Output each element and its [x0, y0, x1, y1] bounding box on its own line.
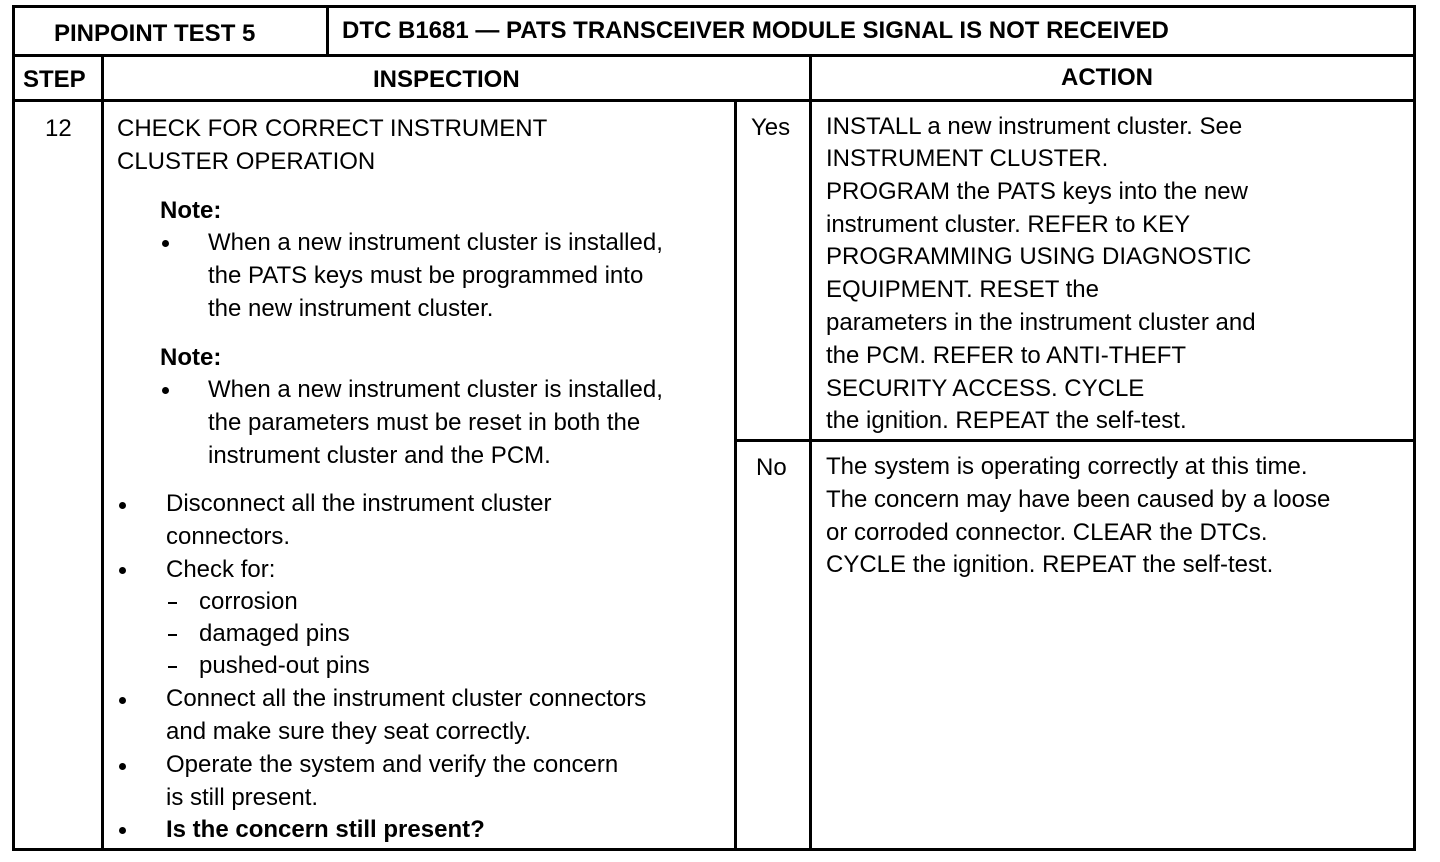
divider-columns	[12, 99, 1416, 102]
no-action-line2: The concern may have been caused by a loose	[826, 486, 1331, 513]
divider-action-col	[809, 54, 812, 851]
connect-bullet	[119, 697, 126, 704]
sub1-dash	[168, 602, 177, 604]
connect-line1: Connect all the instrument cluster connectors	[166, 685, 647, 712]
note1-line2: the PATS keys must be programmed into	[208, 262, 644, 289]
divider-header	[12, 54, 1416, 57]
yes-action-line5: PROGRAMMING USING DIAGNOSTIC	[826, 243, 1252, 270]
no-action-line1: The system is operating correctly at this time.	[826, 453, 1308, 480]
dtc-title: DTC B1681 — PATS TRANSCEIVER MODULE SIGNAL IS NOT RECEIVED	[342, 17, 1169, 44]
note2-label: Note:	[160, 344, 222, 371]
note2-line2: the parameters must be reset in both the	[208, 409, 641, 436]
note2-bullet	[162, 387, 169, 394]
column-step: STEP	[23, 66, 86, 93]
operate-bullet	[119, 763, 126, 770]
yes-action-line7: parameters in the instrument cluster and	[826, 309, 1256, 336]
sub3-dash	[168, 666, 177, 668]
pinpoint-test-label: PINPOINT TEST 5	[54, 20, 256, 47]
no-action-line4: CYCLE the ignition. REPEAT the self-test.	[826, 551, 1274, 578]
yes-action-line3: PROGRAM the PATS keys into the new	[826, 178, 1248, 205]
yes-action-line4: instrument cluster. REFER to KEY	[826, 211, 1191, 238]
disconnect-line1: Disconnect all the instrument cluster	[166, 490, 552, 517]
yes-action-line1: INSTALL a new instrument cluster. See	[826, 113, 1243, 140]
question-bullet	[119, 827, 126, 834]
column-action: ACTION	[1061, 64, 1153, 91]
divider-title-cells	[326, 5, 329, 56]
column-inspection: INSPECTION	[373, 66, 520, 93]
check-for-bullet	[119, 567, 126, 574]
no-label: No	[756, 454, 787, 481]
question-text: Is the concern still present?	[166, 816, 485, 843]
connect-line2: and make sure they seat correctly.	[166, 718, 532, 745]
yes-action-line9: SECURITY ACCESS. CYCLE	[826, 375, 1145, 402]
disconnect-bullet	[119, 502, 126, 509]
yes-label: Yes	[751, 114, 791, 141]
sub-item-corrosion: corrosion	[199, 588, 298, 615]
operate-line2: is still present.	[166, 784, 319, 811]
note1-line3: the new instrument cluster.	[208, 295, 494, 322]
yes-action-line6: EQUIPMENT. RESET the	[826, 276, 1099, 303]
sub2-dash	[168, 634, 177, 636]
operate-line1: Operate the system and verify the concern	[166, 751, 619, 778]
divider-yesno-col	[734, 101, 737, 851]
divider-step-col	[101, 54, 104, 851]
sub-item-damaged-pins: damaged pins	[199, 620, 350, 647]
disconnect-line2: connectors.	[166, 523, 291, 550]
note1-label: Note:	[160, 197, 222, 224]
divider-yes-no	[734, 439, 1416, 442]
note2-line1: When a new instrument cluster is installed,	[208, 376, 663, 403]
note2-line3: instrument cluster and the PCM.	[208, 442, 551, 469]
no-action-line3: or corroded connector. CLEAR the DTCs.	[826, 519, 1268, 546]
check-title-line2: CLUSTER OPERATION	[117, 148, 376, 175]
check-for-label: Check for:	[166, 556, 276, 583]
note1-line1: When a new instrument cluster is installed,	[208, 229, 663, 256]
yes-action-line8: the PCM. REFER to ANTI-THEFT	[826, 342, 1187, 369]
step-number: 12	[45, 115, 72, 142]
yes-action-line10: the ignition. REPEAT the self-test.	[826, 407, 1187, 434]
check-title-line1: CHECK FOR CORRECT INSTRUMENT	[117, 115, 548, 142]
sub-item-pushed-out-pins: pushed-out pins	[199, 652, 370, 679]
note1-bullet	[162, 240, 169, 247]
yes-action-line2: INSTRUMENT CLUSTER.	[826, 145, 1109, 172]
